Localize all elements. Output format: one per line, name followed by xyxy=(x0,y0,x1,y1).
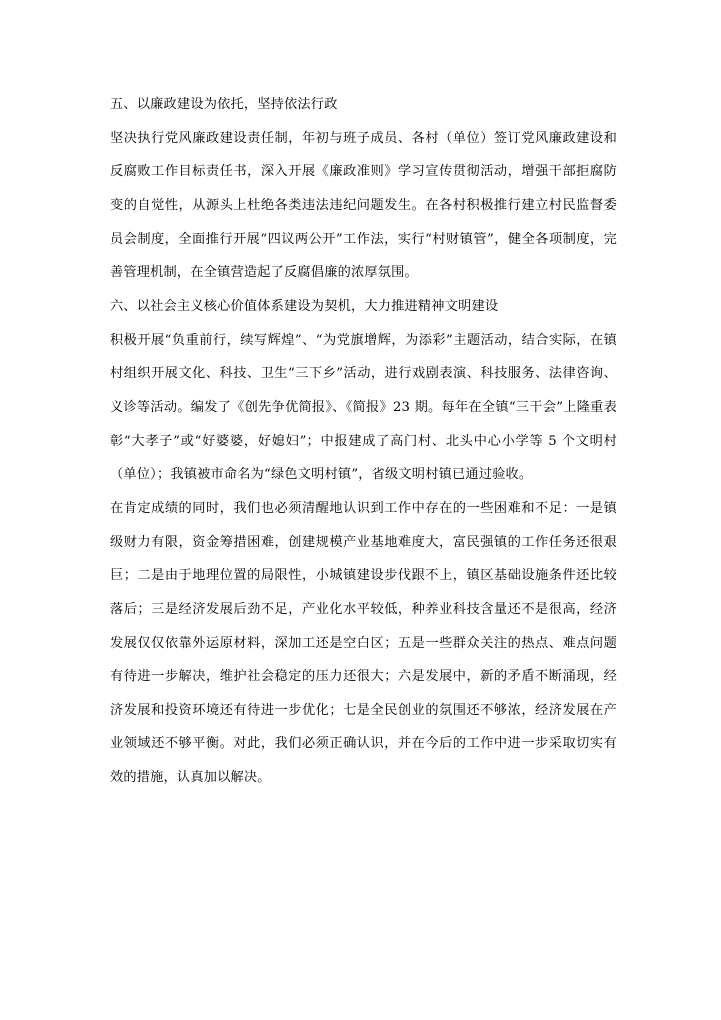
paragraph-section-five-body: 坚决执行党风廉政建设责任制，年初与班子成员、各村（单位）签订党风廉政建设和反腐败工作目标责任书，深入开展《廉政准则》学习宣传贯彻活动，增强干部拒腐防变的自觉性，从源头上杜绝各类违法违纪问题发生。在各村积极推行建立村民监督委员会制度，全面推行开展“四议两公开”工作法，实行“村财镇管”，健全各项制度，完善管理机制，在全镇营造起了反腐倡廉的浓厚氛围。 xyxy=(110,130,617,281)
paragraph-section-six-body: 积极开展“负重前行，续写辉煌”、“为党旗增辉，为添彩”主题活动，结合实际，在镇村组织开展文化、科技、卫生“三下乡”活动，进行戏剧表演、科技服务、法律咨询、义诊等活动。编发了《创先争优简报》、《简报》23 期。每年在全镇“三干会”上隆重表彰“大孝子”或“好婆婆，好媳妇”；中报建成了高门村、北头中心小学等 5 个文明村（单位）；我镇被市命名为“绿色文明村镇”，省级文明村镇已通过验收。 xyxy=(110,332,617,483)
paragraph-section-five-heading: 五、以廉政建设为依托，坚持依法行政 xyxy=(110,97,338,112)
paragraph-summary: 在肯定成绩的同时，我们也必须清醒地认识到工作中存在的一些困难和不足：一是镇级财力有限，资金筹措困难，创建规模产业基地难度大，富民强镇的工作任务还很艰巨；二是由于地理位置的局限性，小城镇建设步伐跟不上，镇区基础设施条件还比较落后；三是经济发展后劲不足，产业化水平较低，种养业科技含量还不是很高，经济发展仅仅依靠外运原材料，深加工还是空白区；五是一些群众关注的热点、难点问题有待进一步解决，维护社会稳定的压力还很大；六是发展中，新的矛盾不断涌现，经济发展和投资环境还有待进一步优化；七是全民创业的氛围还不够浓，经济发展在产业领域还不够平衡。对此，我们必须正确认识，并在今后的工作中进一步采取切实有效的措施，认真加以解决。 xyxy=(110,500,617,786)
paragraph-section-six-heading: 六、以社会主义核心价值体系建设为契机，大力推进精神文明建设 xyxy=(110,298,499,314)
document-body xyxy=(110,88,617,795)
